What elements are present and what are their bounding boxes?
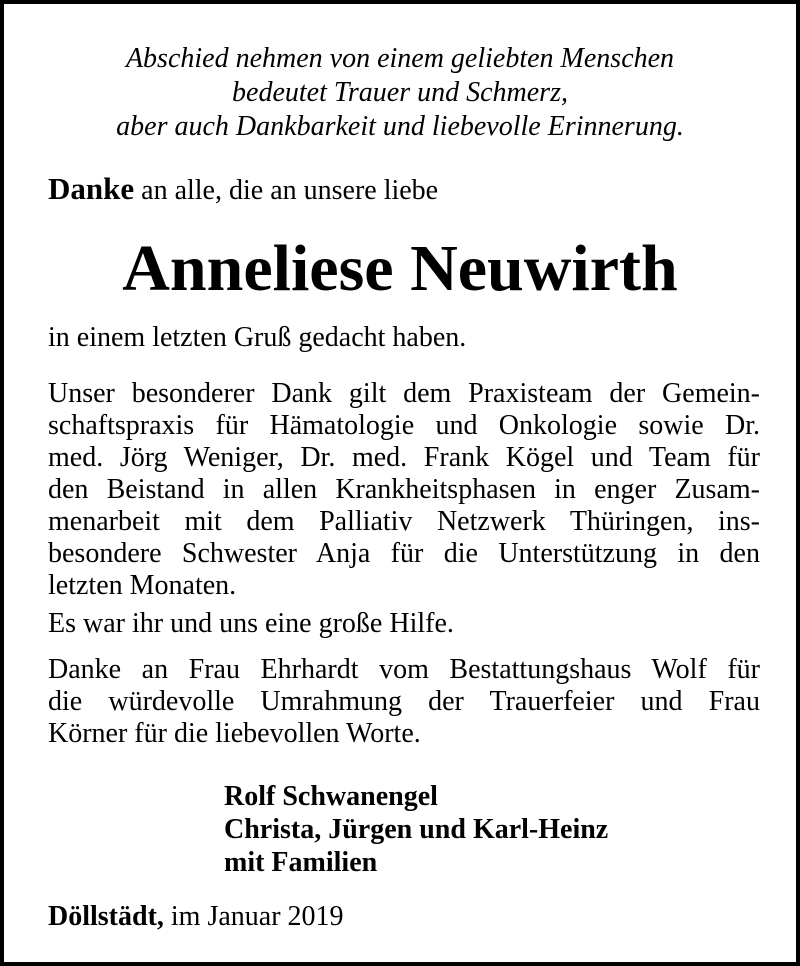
quote-line: Abschied nehmen von einem geliebten Menschen xyxy=(125,43,675,74)
paragraph-line: letzten Monaten. xyxy=(48,570,237,601)
memorial-quote xyxy=(34,42,766,144)
greeting-line: in einem letzten Gruß gedacht haben. xyxy=(48,322,467,353)
date-text: im Januar 2019 xyxy=(163,901,344,932)
quote-line: bedeutet Trauer und Schmerz, xyxy=(232,77,568,108)
paragraph-line: med. Jörg Weniger, Dr. med. Frank Kögel und Team für xyxy=(48,442,760,473)
signature-line: mit Familien xyxy=(224,847,378,878)
thanks-paragraph-3 xyxy=(48,654,760,750)
thanks-word: Danke xyxy=(48,171,135,206)
thanks-paragraph-1 xyxy=(48,378,760,602)
thanks-paragraph-2: Es war ihr und uns eine große Hilfe. xyxy=(48,608,454,639)
paragraph-line: Körner für die liebevollen Worte. xyxy=(48,718,421,749)
paragraph-line: menarbeit mit dem Palliativ Netzwerk Thüringen, ins- xyxy=(48,506,760,537)
deceased-name: Anneliese Neuwirth xyxy=(122,232,678,305)
paragraph-line: den Beistand in allen Krankheitsphasen in enger Zusam- xyxy=(48,474,760,505)
place-date xyxy=(48,900,344,934)
signature-line: Christa, Jürgen und Karl-Heinz xyxy=(224,814,609,845)
signature-line: Rolf Schwanengel xyxy=(224,781,438,812)
paragraph-line: besondere Schwester Anja für die Unterstützung in den xyxy=(48,538,760,569)
quote-line: aber auch Dankbarkeit und liebevolle Erinnerung. xyxy=(116,111,684,142)
paragraph-line: die würdevolle Umrahmung der Trauerfeier und Frau xyxy=(48,686,760,717)
signatures xyxy=(224,780,608,879)
thanks-intro-text: an alle, die an unsere liebe xyxy=(134,175,439,206)
paragraph-line: Unser besonderer Dank gilt dem Praxisteam der Gemein- xyxy=(48,378,760,409)
paragraph-line: schaftspraxis für Hämatologie und Onkologie sowie Dr. xyxy=(48,410,760,441)
paragraph-line: Danke an Frau Ehrhardt vom Bestattungshaus Wolf für xyxy=(48,654,760,685)
place-name: Döllstädt, xyxy=(48,901,164,932)
thanks-intro xyxy=(48,172,438,208)
